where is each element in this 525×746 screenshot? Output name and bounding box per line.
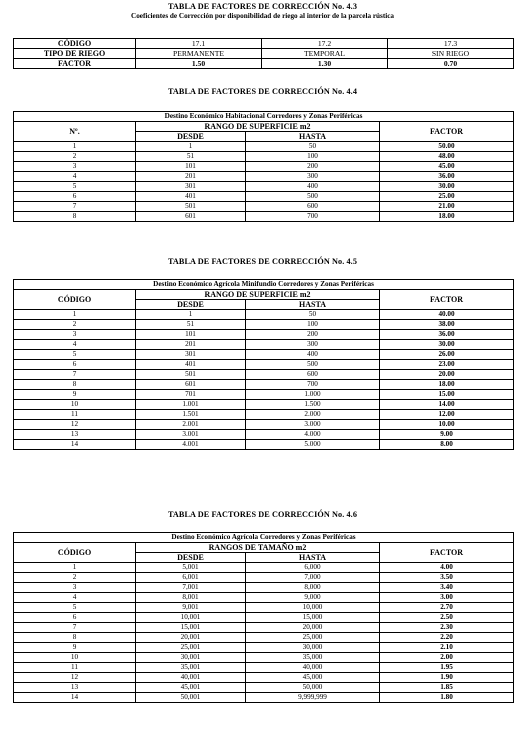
factor-cell: 2.10 — [380, 643, 514, 653]
from-cell: 501 — [136, 202, 246, 212]
factor-cell: 50.00 — [380, 142, 514, 152]
from-cell: 10,001 — [136, 613, 246, 623]
to-cell: 400 — [246, 350, 380, 360]
table-row — [14, 370, 514, 380]
table-row — [14, 310, 514, 320]
to-cell: 600 — [246, 370, 380, 380]
table-row — [14, 400, 514, 410]
code-cell: 4 — [14, 593, 136, 603]
code-cell: 10 — [14, 400, 136, 410]
factor-cell: 10.00 — [380, 420, 514, 430]
from-cell: 1 — [136, 310, 246, 320]
table-row — [14, 380, 514, 390]
to-cell: 8,000 — [246, 583, 380, 593]
column-header-range: RANGO DE SUPERFICIE m2 — [136, 122, 380, 132]
from-cell: 9,001 — [136, 603, 246, 613]
to-cell: 40,000 — [246, 663, 380, 673]
irrigation-type-cell: SIN RIEGO — [388, 49, 514, 59]
table-body — [14, 310, 514, 450]
table-4-3-subtitle: Coeficientes de Corrección por disponibilidad de riego al interior de la parcela rústica — [131, 12, 394, 20]
from-cell: 201 — [136, 172, 246, 182]
factor-cell: 23.00 — [380, 360, 514, 370]
irrigation-type-cell: PERMANENTE — [136, 49, 262, 59]
factor-cell: 18.00 — [380, 380, 514, 390]
column-header-from: DESDE — [136, 553, 246, 563]
from-cell: 51 — [136, 152, 246, 162]
table-row — [14, 172, 514, 182]
factor-cell: 48.00 — [380, 152, 514, 162]
table-4-6 — [13, 532, 514, 703]
table-4-3 — [13, 38, 514, 69]
code-cell: 8 — [14, 380, 136, 390]
to-cell: 9,000 — [246, 593, 380, 603]
irrigation-type-cell: TEMPORAL — [262, 49, 388, 59]
to-cell: 600 — [246, 202, 380, 212]
code-cell: 6 — [14, 360, 136, 370]
table-caption-row — [14, 533, 514, 543]
table-4-3-section — [0, 2, 525, 21]
table-row — [14, 420, 514, 430]
from-cell: 51 — [136, 320, 246, 330]
table-row — [14, 683, 514, 693]
to-cell: 200 — [246, 330, 380, 340]
factor-cell: 2.00 — [380, 653, 514, 663]
code-cell: 12 — [14, 673, 136, 683]
table-row — [14, 202, 514, 212]
from-cell: 401 — [136, 192, 246, 202]
factor-cell: 3.50 — [380, 573, 514, 583]
factor-cell: 4.00 — [380, 563, 514, 573]
table-row — [14, 142, 514, 152]
to-cell: 100 — [246, 320, 380, 330]
header-row — [14, 290, 514, 300]
from-cell: 6,001 — [136, 573, 246, 583]
to-cell: 7,000 — [246, 573, 380, 583]
factor-cell: 26.00 — [380, 350, 514, 360]
code-cell: 9 — [14, 390, 136, 400]
from-cell: 25,001 — [136, 643, 246, 653]
table-row — [14, 583, 514, 593]
table-row — [14, 360, 514, 370]
table-body — [14, 142, 514, 222]
code-cell: 17.3 — [388, 39, 514, 49]
code-cell: 5 — [14, 603, 136, 613]
factor-cell: 20.00 — [380, 370, 514, 380]
from-cell: 45,001 — [136, 683, 246, 693]
from-cell: 1.501 — [136, 410, 246, 420]
code-cell: 2 — [14, 152, 136, 162]
table-row — [14, 59, 514, 69]
table-caption: Destino Económico Habitacional Corredores y Zonas Periféricas — [14, 112, 514, 122]
table-row — [14, 673, 514, 683]
from-cell: 5,001 — [136, 563, 246, 573]
table-row — [14, 633, 514, 643]
factor-cell: 40.00 — [380, 310, 514, 320]
factor-cell: 8.00 — [380, 440, 514, 450]
column-header-to: HASTA — [246, 300, 380, 310]
to-cell: 15,000 — [246, 613, 380, 623]
from-cell: 401 — [136, 360, 246, 370]
from-cell: 701 — [136, 390, 246, 400]
from-cell: 301 — [136, 182, 246, 192]
factor-cell: 45.00 — [380, 162, 514, 172]
table-row — [14, 340, 514, 350]
to-cell: 700 — [246, 212, 380, 222]
to-cell: 50 — [246, 142, 380, 152]
factor-cell: 2.30 — [380, 623, 514, 633]
column-header-code: CÓDIGO — [14, 543, 136, 563]
table-caption: Destino Económico Agrícola Minifundio Corredores y Zonas Periféricas — [14, 280, 514, 290]
factor-cell: 1.95 — [380, 663, 514, 673]
code-cell: 2 — [14, 320, 136, 330]
column-header-factor: FACTOR — [380, 290, 514, 310]
code-cell: 8 — [14, 633, 136, 643]
column-header-from: DESDE — [136, 300, 246, 310]
code-cell: 1 — [14, 310, 136, 320]
to-cell: 300 — [246, 340, 380, 350]
factor-cell: 36.00 — [380, 172, 514, 182]
table-4-4-section — [0, 87, 525, 97]
code-cell: 5 — [14, 350, 136, 360]
table-4-4 — [13, 111, 514, 222]
code-cell: 6 — [14, 192, 136, 202]
factor-cell: 3.00 — [380, 593, 514, 603]
from-cell: 101 — [136, 330, 246, 340]
to-cell: 1.000 — [246, 390, 380, 400]
table-body — [14, 563, 514, 703]
code-cell: 5 — [14, 182, 136, 192]
from-cell: 50,001 — [136, 693, 246, 703]
table-row — [14, 152, 514, 162]
factor-cell: 1.90 — [380, 673, 514, 683]
column-header-to: HASTA — [246, 132, 380, 142]
table-4-5-section — [0, 257, 525, 267]
to-cell: 4.000 — [246, 430, 380, 440]
to-cell: 100 — [246, 152, 380, 162]
table-4-5-title: TABLA DE FACTORES DE CORRECCIÓN No. 4.5 — [167, 257, 358, 266]
from-cell: 40,001 — [136, 673, 246, 683]
to-cell: 9,999,999 — [246, 693, 380, 703]
table-row — [14, 162, 514, 172]
factor-cell: 2.20 — [380, 633, 514, 643]
factor-cell: 2.70 — [380, 603, 514, 613]
code-cell: 4 — [14, 172, 136, 182]
header-row — [14, 122, 514, 132]
table-row — [14, 643, 514, 653]
table-row — [14, 573, 514, 583]
from-cell: 8,001 — [136, 593, 246, 603]
from-cell: 7,001 — [136, 583, 246, 593]
table-caption-row — [14, 280, 514, 290]
from-cell: 30,001 — [136, 653, 246, 663]
table-row — [14, 623, 514, 633]
from-cell: 301 — [136, 350, 246, 360]
column-header-factor: FACTOR — [380, 122, 514, 142]
column-header-to: HASTA — [246, 553, 380, 563]
code-cell: 13 — [14, 430, 136, 440]
table-row — [14, 330, 514, 340]
to-cell: 3.000 — [246, 420, 380, 430]
to-cell: 500 — [246, 192, 380, 202]
table-row — [14, 320, 514, 330]
to-cell: 25,000 — [246, 633, 380, 643]
code-cell: 1 — [14, 563, 136, 573]
code-cell: 2 — [14, 573, 136, 583]
code-cell: 3 — [14, 330, 136, 340]
factor-cell: 15.00 — [380, 390, 514, 400]
table-row — [14, 182, 514, 192]
code-cell: 14 — [14, 693, 136, 703]
to-cell: 50 — [246, 310, 380, 320]
table-row — [14, 693, 514, 703]
table-row — [14, 603, 514, 613]
to-cell: 2.000 — [246, 410, 380, 420]
code-cell: 13 — [14, 683, 136, 693]
table-row — [14, 390, 514, 400]
to-cell: 1.500 — [246, 400, 380, 410]
factor-cell: 25.00 — [380, 192, 514, 202]
from-cell: 1.001 — [136, 400, 246, 410]
factor-cell: 30.00 — [380, 340, 514, 350]
table-row — [14, 410, 514, 420]
to-cell: 500 — [246, 360, 380, 370]
column-header-from: DESDE — [136, 132, 246, 142]
column-header-factor: FACTOR — [380, 543, 514, 563]
factor-cell: 14.00 — [380, 400, 514, 410]
code-cell: 8 — [14, 212, 136, 222]
to-cell: 400 — [246, 182, 380, 192]
code-cell: 11 — [14, 410, 136, 420]
from-cell: 501 — [136, 370, 246, 380]
factor-cell: 30.00 — [380, 182, 514, 192]
code-cell: 7 — [14, 202, 136, 212]
code-cell: 3 — [14, 583, 136, 593]
irrigation-type-label: TIPO DE RIEGO — [14, 49, 136, 59]
to-cell: 10,000 — [246, 603, 380, 613]
table-4-6-title: TABLA DE FACTORES DE CORRECCIÓN No. 4.6 — [167, 510, 358, 519]
to-cell: 6,000 — [246, 563, 380, 573]
code-cell: 17.1 — [136, 39, 262, 49]
table-row — [14, 663, 514, 673]
factor-cell: 18.00 — [380, 212, 514, 222]
factor-cell: 36.00 — [380, 330, 514, 340]
table-row — [14, 613, 514, 623]
code-cell: 4 — [14, 340, 136, 350]
table-caption: Destino Económico Agrícola Corredores y Zonas Periféricas — [14, 533, 514, 543]
table-4-4-title: TABLA DE FACTORES DE CORRECCIÓN No. 4.4 — [167, 87, 358, 96]
from-cell: 201 — [136, 340, 246, 350]
table-row — [14, 39, 514, 49]
factor-label: FACTOR — [14, 59, 136, 69]
table-row — [14, 430, 514, 440]
column-header-range: RANGO DE SUPERFICIE m2 — [136, 290, 380, 300]
table-row — [14, 653, 514, 663]
table-4-6-section — [0, 510, 525, 520]
code-cell: 3 — [14, 162, 136, 172]
from-cell: 4.001 — [136, 440, 246, 450]
factor-cell: 2.50 — [380, 613, 514, 623]
from-cell: 35,001 — [136, 663, 246, 673]
to-cell: 45,000 — [246, 673, 380, 683]
to-cell: 300 — [246, 172, 380, 182]
to-cell: 200 — [246, 162, 380, 172]
to-cell: 20,000 — [246, 623, 380, 633]
factor-cell: 1.30 — [262, 59, 388, 69]
from-cell: 3.001 — [136, 430, 246, 440]
to-cell: 30,000 — [246, 643, 380, 653]
table-4-3-title: TABLA DE FACTORES DE CORRECCIÓN No. 4.3 — [167, 2, 358, 11]
from-cell: 20,001 — [136, 633, 246, 643]
table-4-5 — [13, 279, 514, 450]
column-header-number: Nº. — [14, 122, 136, 142]
from-cell: 1 — [136, 142, 246, 152]
code-cell: 14 — [14, 440, 136, 450]
table-row — [14, 212, 514, 222]
from-cell: 101 — [136, 162, 246, 172]
code-cell: 9 — [14, 643, 136, 653]
code-cell: 11 — [14, 663, 136, 673]
factor-cell: 1.85 — [380, 683, 514, 693]
factor-cell: 1.50 — [136, 59, 262, 69]
table-row — [14, 192, 514, 202]
factor-cell: 1.80 — [380, 693, 514, 703]
table-row — [14, 350, 514, 360]
from-cell: 15,001 — [136, 623, 246, 633]
code-cell: 10 — [14, 653, 136, 663]
factor-cell: 38.00 — [380, 320, 514, 330]
table-caption-row — [14, 112, 514, 122]
factor-cell: 21.00 — [380, 202, 514, 212]
code-label: CÓDIGO — [14, 39, 136, 49]
to-cell: 700 — [246, 380, 380, 390]
column-header-code: CÓDIGO — [14, 290, 136, 310]
table-row — [14, 593, 514, 603]
code-cell: 7 — [14, 370, 136, 380]
to-cell: 5.000 — [246, 440, 380, 450]
column-header-range: RANGOS DE TAMAÑO m2 — [136, 543, 380, 553]
header-row — [14, 543, 514, 553]
table-row — [14, 563, 514, 573]
from-cell: 2.001 — [136, 420, 246, 430]
factor-cell: 3.40 — [380, 583, 514, 593]
from-cell: 601 — [136, 380, 246, 390]
code-cell: 7 — [14, 623, 136, 633]
code-cell: 17.2 — [262, 39, 388, 49]
factor-cell: 12.00 — [380, 410, 514, 420]
from-cell: 601 — [136, 212, 246, 222]
factor-cell: 9.00 — [380, 430, 514, 440]
to-cell: 35,000 — [246, 653, 380, 663]
table-row — [14, 440, 514, 450]
code-cell: 1 — [14, 142, 136, 152]
to-cell: 50,000 — [246, 683, 380, 693]
table-row — [14, 49, 514, 59]
code-cell: 12 — [14, 420, 136, 430]
factor-cell: 0.70 — [388, 59, 514, 69]
code-cell: 6 — [14, 613, 136, 623]
